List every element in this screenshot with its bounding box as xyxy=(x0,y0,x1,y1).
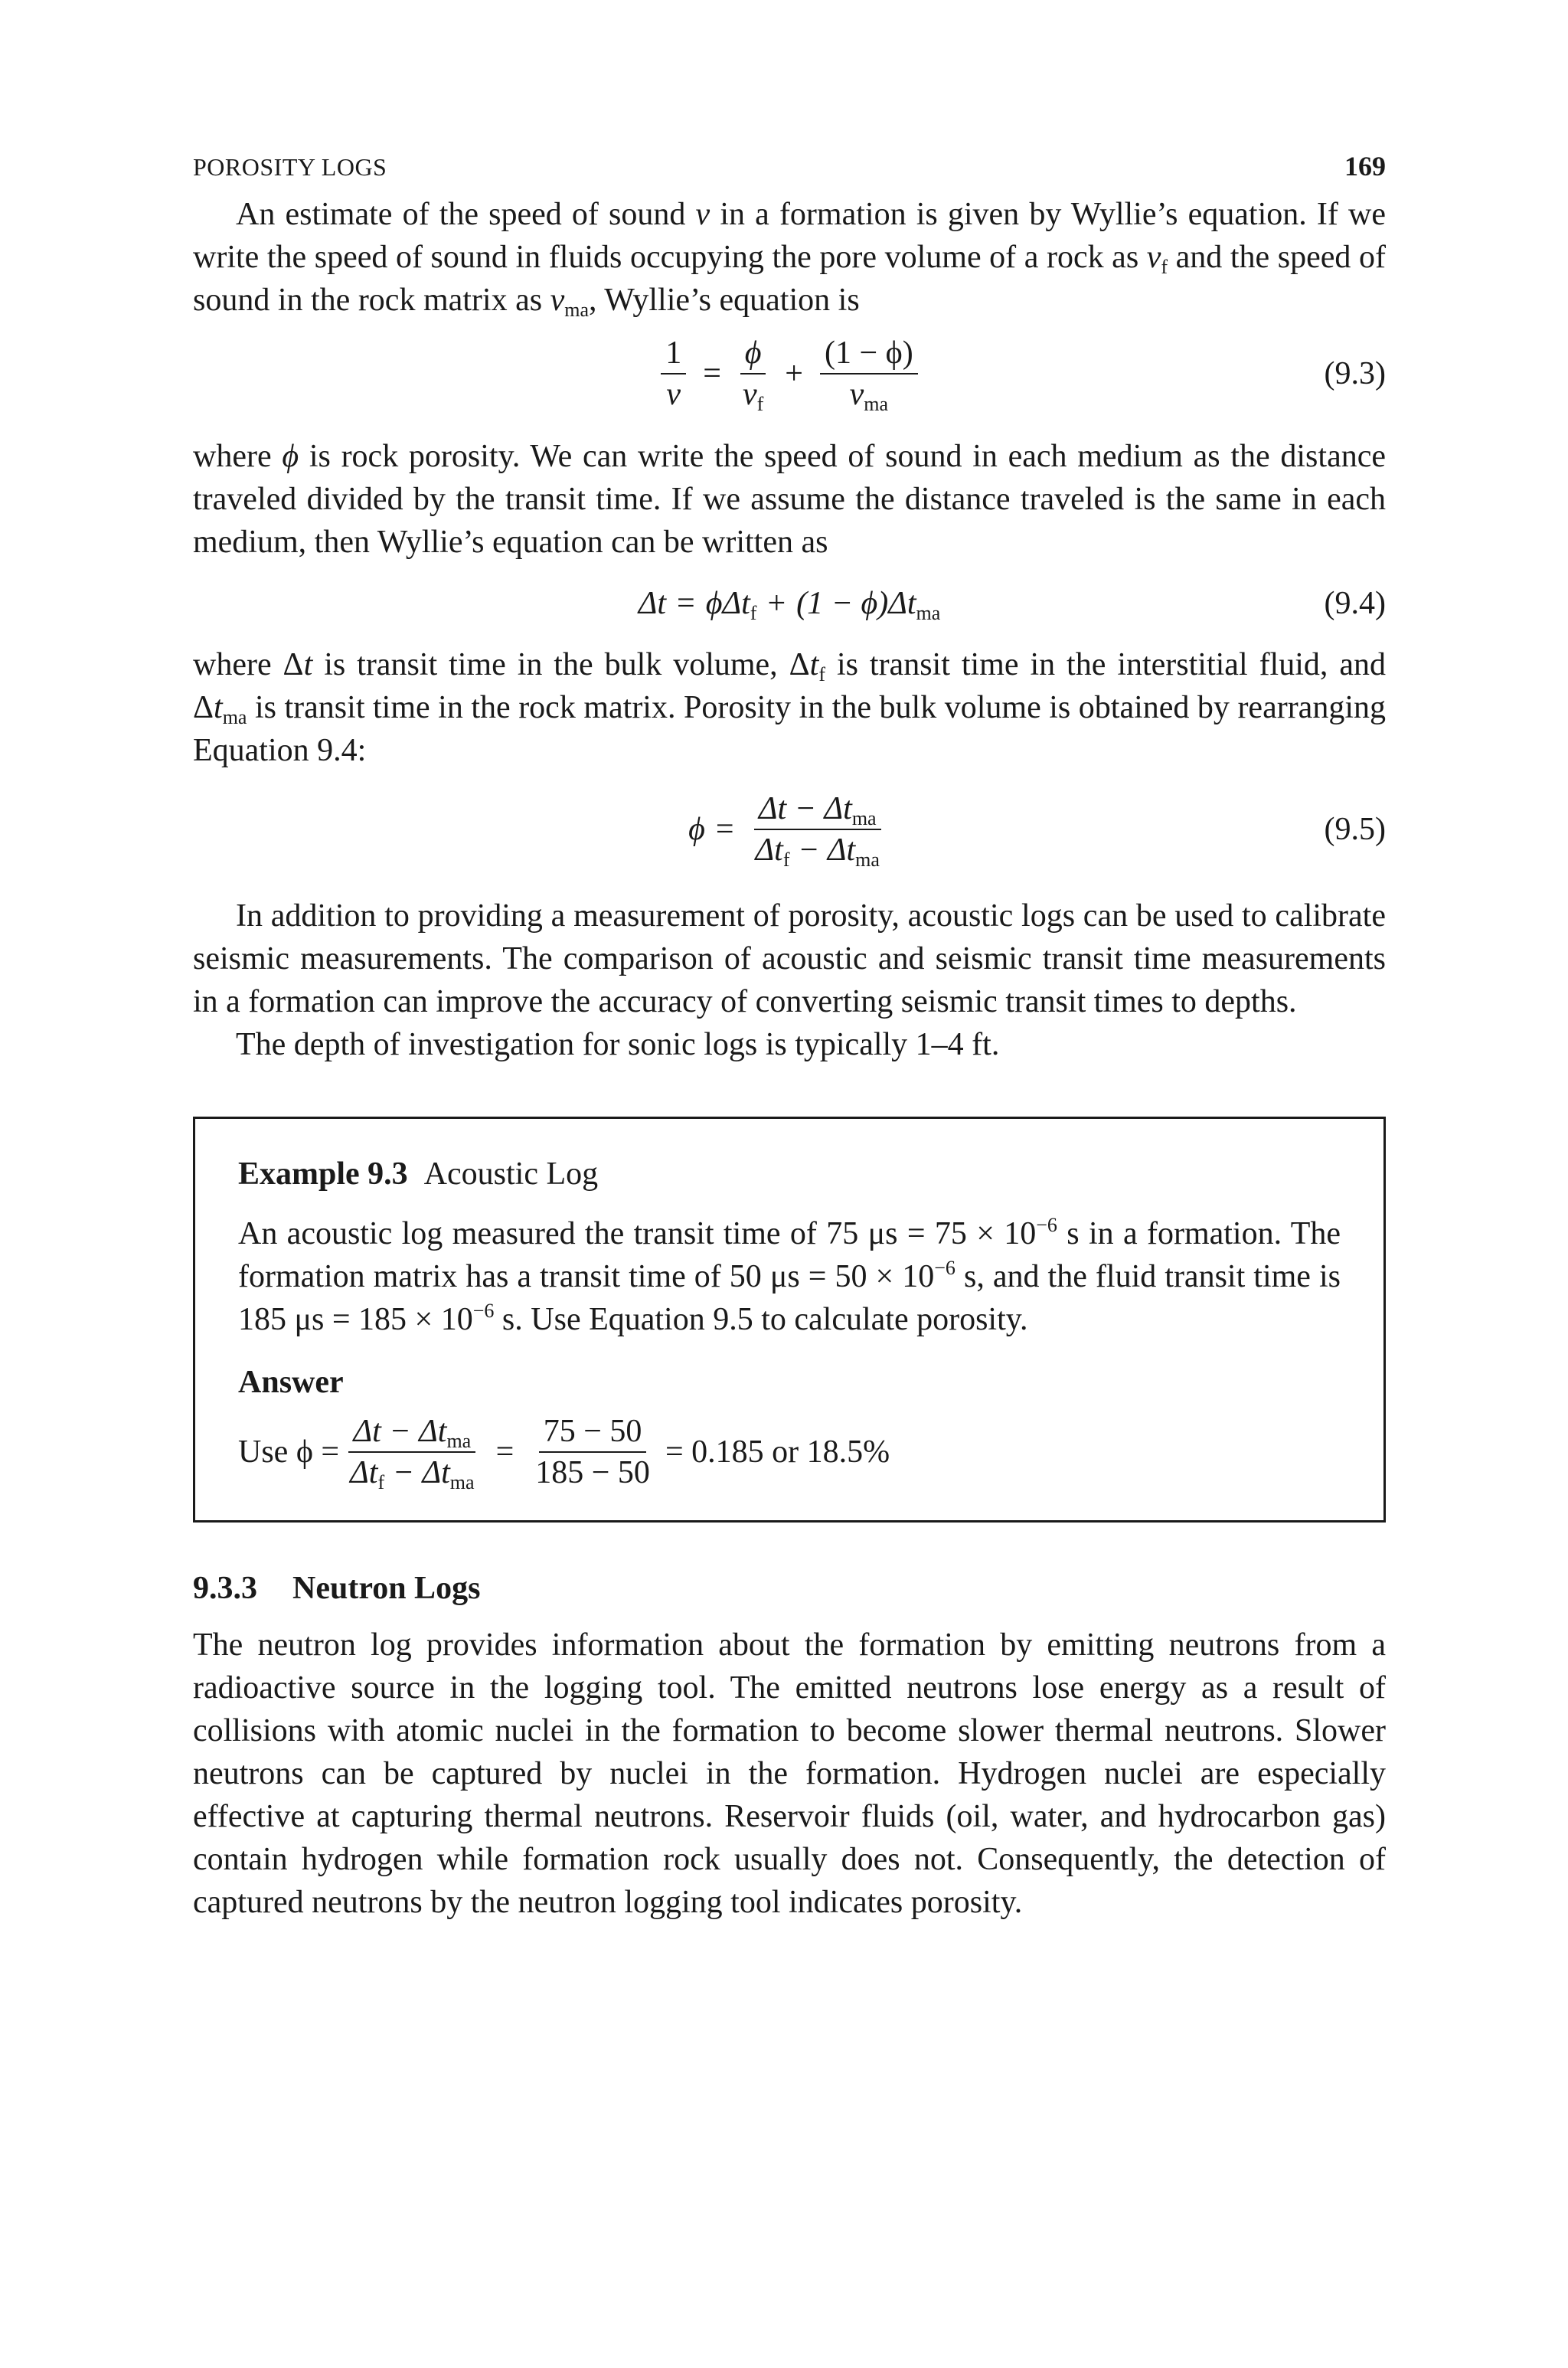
answer-result: = 0.185 or 18.5% xyxy=(665,1434,890,1470)
fraction-one-over-v: $\frac{1}{v}$ xyxy=(661,333,686,414)
equation-number: (9.3) xyxy=(1324,356,1386,391)
answer-equation: Use ϕ = $\frac{\Delta t - \Delta t_{ma}}{\Delta t_f - \Delta t_{ma}}$ = $\frac{75 - 50}{185 - 50}$ = 0.185 or 18.5% xyxy=(238,1411,1341,1493)
paragraph-seismic-calibration: In addition to providing a measurement of porosity, acoustic logs can be used to calibrate seismic measurements. The comparison of acoustic and seismic transit time measurements in a formation can improve the accuracy of converting seismic transit times to depths. xyxy=(193,898,1386,1019)
section-heading: 9.3.3 Neutron Logs xyxy=(193,1571,481,1606)
paragraph-transit-definitions: where Δt is transit time in the bulk volume, $\Delta t_f$ is transit time in the interstitial fluid, and $\Delta t_{ma}$ is transit time in the rock matrix. Porosity in the bulk volume is obtained by rearranging Equation 9.4: xyxy=(193,647,1386,768)
paragraph-porosity-definition: where ϕ is rock porosity. We can write the speed of sound in each medium as the distance traveled divided by the transit time. If we assume the distance traveled is the same in each medium, then Wyllie’s equation can be written as xyxy=(193,439,1386,560)
running-head xyxy=(193,150,1386,193)
fraction-porosity: $\frac{\Delta t - \Delta t_{ma}}{\Delta t_f - \Delta t_{ma}}$ xyxy=(751,789,884,870)
equation-number: (9.4) xyxy=(1324,586,1386,621)
paragraph-depth-of-investigation: The depth of investigation for sonic logs is typically 1–4 ft. xyxy=(236,1027,1000,1062)
equation-9-3: $\frac{1}{v}$ = $\frac{\phi}{v_f}$ + $\frac{(1 - \phi)}{v_{ma}}$ (9.3) xyxy=(193,322,1386,426)
page-number: 169 xyxy=(1344,151,1386,182)
eq94-lhs: Δt xyxy=(638,586,667,621)
eq94-term2: $(1 - \phi)\Delta t_{ma}$ xyxy=(796,586,941,624)
example-problem: An acoustic log measured the transit time of 75 $\mu s = 75 \times 10^{-6}$ s in a formation. The formation matrix has a transit time of 50 $\mu s = 50 \times 10^{-6}$ s, and the fluid transit time is 185 $\mu s = 185 \times 10^{-6}$ s. Use Equation 9.5 to calculate porosity. xyxy=(238,1214,1341,1337)
equation-number: (9.5) xyxy=(1324,812,1386,847)
running-title: POROSITY LOGS xyxy=(193,153,387,181)
equation-9-5: ϕ = $\frac{\Delta t - \Delta t_{ma}}{\Delta t_f - \Delta t_{ma}}$ (9.5) xyxy=(193,772,1386,887)
fraction-phi-over-vf: $\frac{\phi}{v_f}$ xyxy=(738,333,768,414)
page xyxy=(193,150,1386,1924)
eq94-term1: ϕΔt$_f$ xyxy=(705,586,757,624)
paragraph-wyllie-intro: An estimate of the speed of sound v in a formation is given by Wyllie’s equation. If we write the speed of sound in fluids occupying the pore volume of a rock as $v_f$ and the speed of sound in the rock matrix as $v_{ma}$, Wyllie’s equation is xyxy=(193,197,1386,321)
fraction-one-minus-phi-over-vma: $\frac{(1 - \phi)}{v_{ma}}$ xyxy=(820,333,918,414)
answer-fraction-symbolic: $\frac{\Delta t - \Delta t_{ma}}{\Delta t_f - \Delta t_{ma}}$ xyxy=(345,1411,479,1493)
paragraph-neutron-log: The neutron log provides information about the formation by emitting neutrons from a radioactive source in the logging tool. The emitted neutrons lose energy as a result of collisions with atomic nuclei in the formation to become slower thermal neutrons. Slower neutrons can be captured by nuclei in the formation. Hydrogen nuclei are especially effective at capturing thermal neutrons. Reservoir fluids (oil, water, and hydrocarbon gas) contain hydrogen while formation rock usually does not. Consequently, the detection of captured neutrons by the neutron logging tool indicates porosity. xyxy=(193,1627,1386,1920)
example-title: Example 9.3 Acoustic Log xyxy=(238,1156,599,1192)
answer-heading: Answer xyxy=(238,1365,344,1400)
equation-9-4: Δt = ϕΔt$_f$ + $(1 - \phi)\Delta t_{ma}$ (9.4) xyxy=(638,586,1386,624)
example-box xyxy=(193,1117,1386,1523)
answer-fraction-numeric: $\frac{75 - 50}{185 - 50}$ xyxy=(531,1411,655,1493)
